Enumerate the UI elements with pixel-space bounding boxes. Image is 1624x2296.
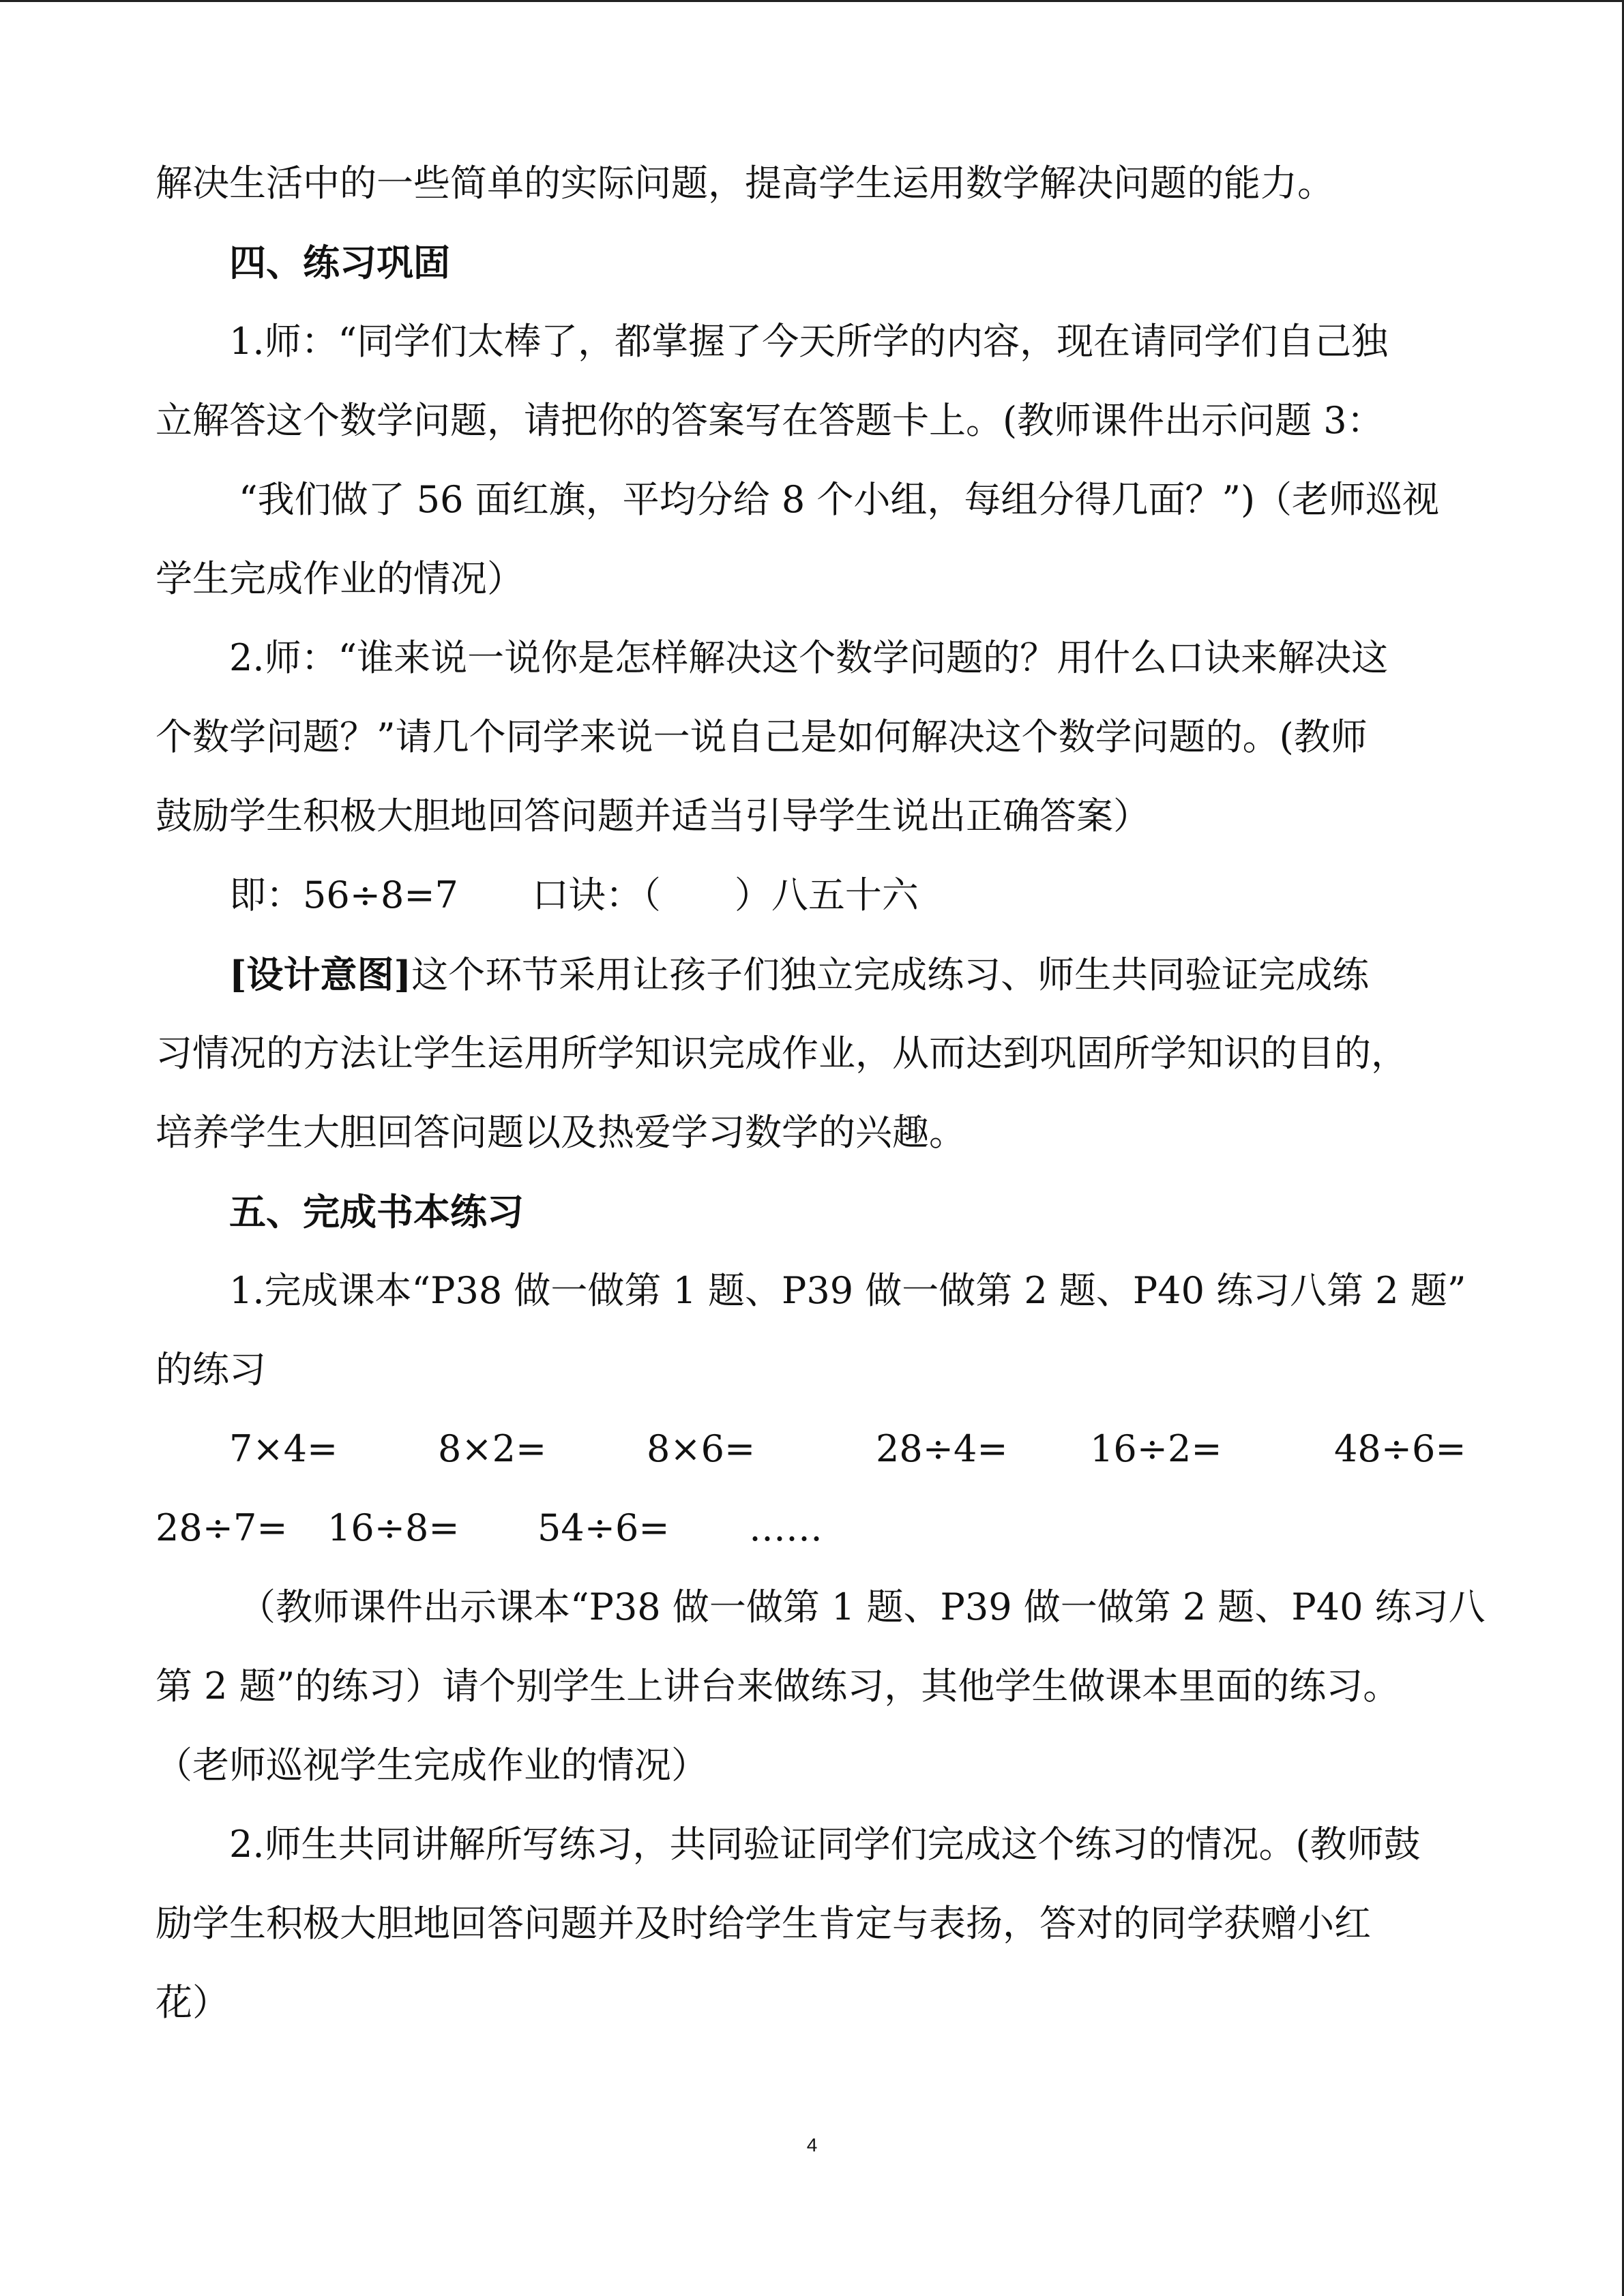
- formula-line: 即：56÷8=7 口诀：（ ）八五十六: [229, 874, 919, 916]
- exercise-item: 7×4=: [229, 1427, 338, 1470]
- design-intent-text: 这个环节采用让孩子们独立完成练习、师生共同验证完成练: [411, 953, 1370, 996]
- exercise-item: 48÷6=: [1334, 1427, 1466, 1470]
- document-body: [156, 162, 1486, 2062]
- paragraph-line: 1.完成课本“P38 做一做第 1 题、P39 做一做第 2 题、P40 练习八第 2 题”: [229, 1269, 1466, 1312]
- paragraph-line: 花）: [156, 1981, 229, 2024]
- exercise-row-1: [156, 1429, 1472, 1469]
- design-intent-label: [设计意图]: [229, 953, 412, 996]
- paragraph-line: 立解答这个数学问题，请把你的答案写在答题卡上。(教师课件出示问题 3：: [156, 399, 1384, 442]
- paragraph-line: 个数学问题？”请几个同学来说一说自己是如何解决这个数学问题的。(教师: [156, 715, 1368, 758]
- design-intent-line: [156, 955, 1472, 994]
- paragraph-line: 1.师：“同学们太棒了，都掌握了今天所学的内容，现在请同学们自己独: [229, 320, 1389, 363]
- exercise-item: 28÷4=: [876, 1427, 1008, 1470]
- section-heading-5: 五、完成书本练习: [229, 1190, 524, 1234]
- paragraph-line: （教师课件出示课本“P38 做一做第 1 题、P39 做一做第 2 题、P40 练习八: [239, 1585, 1486, 1628]
- paragraph-line: 励学生积极大胆地回答问题并及时给学生肯定与表扬，答对的同学获赠小红: [156, 1902, 1371, 1945]
- exercise-item: 8×2=: [438, 1427, 547, 1470]
- paragraph-line: 第 2 题”的练习）请个别学生上讲台来做练习，其他学生做课本里面的练习。: [156, 1665, 1400, 1708]
- exercise-item: ……: [749, 1506, 823, 1549]
- paragraph-line: 鼓励学生积极大胆地回答问题并适当引导学生说出正确答案）: [156, 794, 1150, 837]
- section-heading-4: 四、练习巩固: [229, 241, 450, 284]
- paragraph-line: 2.师：“谁来说一说你是怎样解决这个数学问题的？用什么口诀来解决这: [229, 636, 1389, 679]
- paragraph-line: 培养学生大胆回答问题以及热爱学习数学的兴趣。: [156, 1111, 966, 1154]
- exercise-row-2: [156, 1508, 1472, 1548]
- paragraph-line: “我们做了 56 面红旗，平均分给 8 个小组，每组分得几面？”)（老师巡视: [239, 478, 1440, 521]
- exercise-item: 16÷2=: [1090, 1427, 1222, 1470]
- exercise-item: 16÷8=: [327, 1506, 460, 1549]
- exercise-item: 28÷7=: [156, 1506, 288, 1549]
- paragraph-line: 习情况的方法让学生运用所学知识完成作业，从而达到巩固所学知识的目的，: [156, 1032, 1408, 1075]
- exercise-item: 8×6=: [647, 1427, 756, 1470]
- paragraph-line: 学生完成作业的情况）: [156, 557, 524, 600]
- paragraph-line: （老师巡视学生完成作业的情况）: [156, 1744, 708, 1787]
- exercise-item: 54÷6=: [537, 1506, 670, 1549]
- paragraph-line: 解决生活中的一些简单的实际问题，提高学生运用数学解决问题的能力。: [156, 162, 1334, 205]
- page-number: 4: [806, 2134, 818, 2156]
- paragraph-line: 的练习: [156, 1348, 266, 1391]
- paragraph-line: 2.师生共同讲解所写练习，共同验证同学们完成这个练习的情况。(教师鼓: [229, 1823, 1421, 1866]
